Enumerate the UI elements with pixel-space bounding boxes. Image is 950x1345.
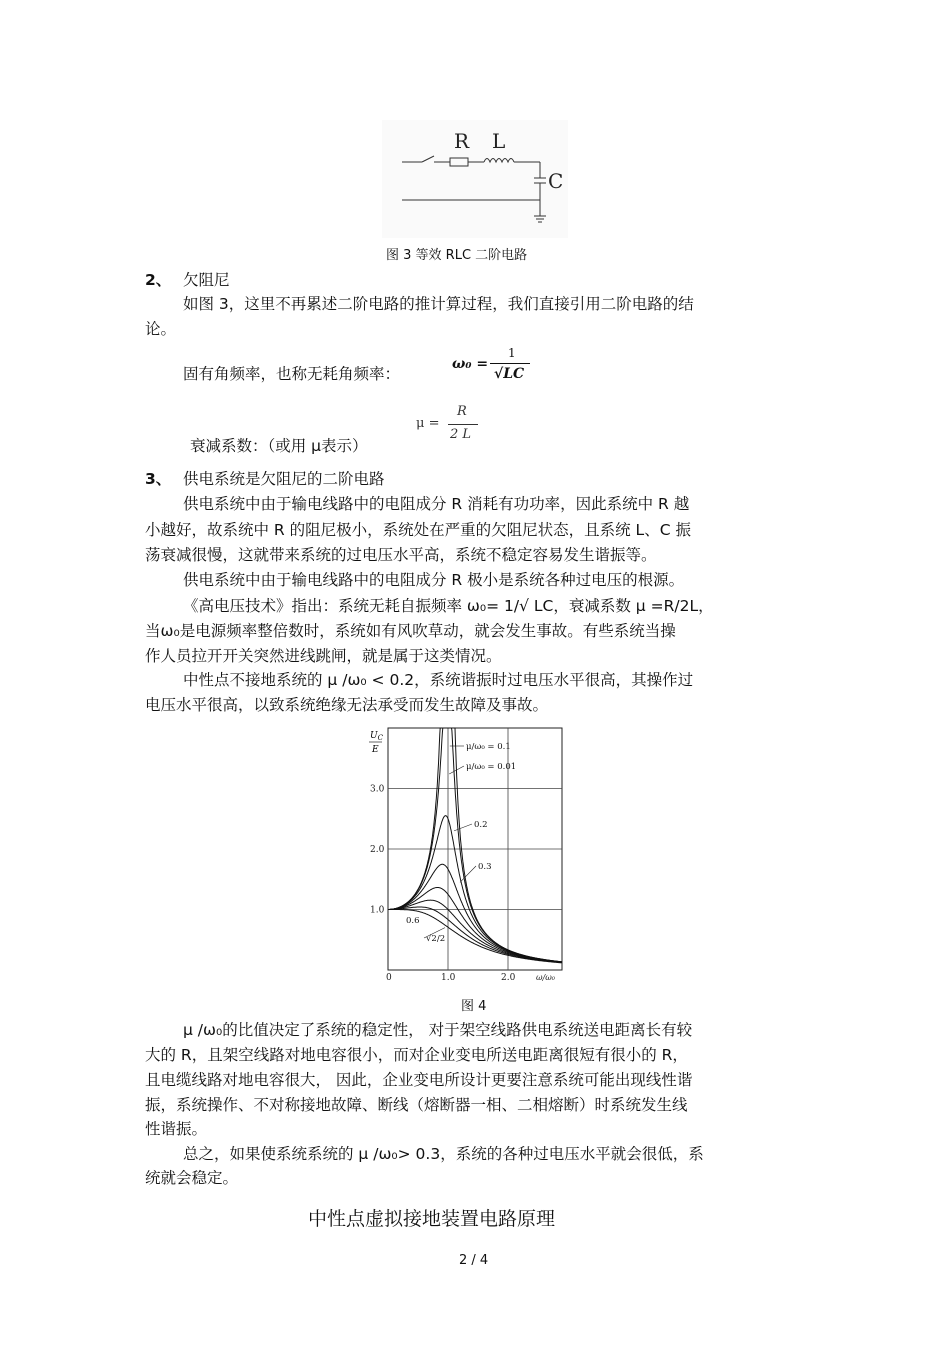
omega-formula-denominator: √LC (494, 366, 525, 382)
curve-0.3 (388, 864, 562, 962)
rlc-circuit-diagram (382, 120, 568, 238)
x-tick-label: 2.0 (501, 973, 516, 982)
x-tick-label: 0 (386, 973, 392, 982)
annotation-mu-0-1: μ/ω₀ = 0.1 (466, 742, 511, 752)
section-3-number: 3、 (145, 470, 172, 488)
paragraph-line: μ /ω₀的比值决定了系统的稳定性， 对于架空线路供电系统送电距离长有较 (183, 1021, 693, 1039)
section-3-line: 当ω₀是电源频率整倍数时，系统如有风吹草动，就会发生事故。有些系统当操 (145, 622, 676, 640)
y-axis-label-top: $U_C$ (370, 731, 383, 742)
page-number: 2 / 4 (459, 1253, 489, 1268)
x-tick-label: 1.0 (441, 973, 456, 982)
mu-formula-numerator: R (457, 404, 467, 419)
annotation-0-6: 0.6 (406, 916, 420, 926)
section-3-title: 供电系统是欠阻尼的二阶电路 (183, 470, 385, 488)
label-c: C (548, 169, 564, 193)
y-tick-label: 2.0 (370, 845, 385, 855)
annotation-sqrt2-2: √2/2 (426, 934, 446, 944)
paragraph-line: 且电缆线路对地电容很大， 因此，企业变电所设计更要注意系统可能出现线性谐 (145, 1071, 693, 1089)
annotation-0-2-leader (454, 824, 472, 831)
resonance-chart (360, 722, 570, 982)
paragraph-line: 统就会稳定。 (145, 1169, 239, 1187)
section-3-line: 供电系统中由于输电线路中的电阻成分 R 极小是系统各种过电压的根源。 (183, 571, 685, 589)
omega-formula-numerator: 1 (508, 346, 516, 360)
inductor-symbol (484, 159, 514, 163)
natural-frequency-label: 固有角频率，也称无耗角频率： (183, 365, 401, 383)
section-heading: 中性点虚拟接地装置电路原理 (308, 1208, 556, 1230)
mu-formula-denominator: 2 L (450, 427, 472, 442)
fraction-bar (490, 363, 530, 364)
section-3-line: 荡衰减很慢，这就带来系统的过电压水平高，系统不稳定容易发生谐振等。 (145, 546, 657, 564)
x-axis-label: ω/ω₀ (536, 973, 555, 982)
fraction-bar (448, 424, 478, 425)
figure-4-caption: 图 4 (461, 999, 487, 1014)
annotation-mu-0-01: μ/ω₀ = 0.01 (466, 762, 517, 772)
figure-3 (382, 120, 568, 238)
annotation-0-3: 0.3 (478, 862, 492, 872)
paragraph-line: 总之，如果使系统系统的 μ /ω₀> 0.3，系统的各种过电压水平就会很低，系 (183, 1145, 704, 1163)
paragraph-line: 振，系统操作、不对称接地故障、断线（熔断器一相、二相熔断）时系统发生线 (145, 1096, 688, 1114)
y-tick-label: 3.0 (370, 784, 385, 795)
annotation-0-2: 0.2 (474, 820, 488, 830)
mu-formula-lhs: μ = (416, 416, 440, 431)
omega-formula-lhs: ω₀ = (452, 356, 489, 372)
section-3-line: 作人员拉开开关突然进线跳闸，就是属于这类情况。 (145, 647, 502, 665)
section-3-line: 中性点不接地系统的 μ /ω₀ < 0.2，系统谐振时过电压水平很高，其操作过 (183, 671, 694, 689)
figure-4 (360, 722, 570, 982)
y-tick-label: 1.0 (370, 905, 385, 916)
label-r: R (454, 129, 470, 153)
section-3-line: 小越好，故系统中 R 的阻尼极小，系统处在严重的欠阻尼状态，且系统 L、C 振 (145, 521, 691, 539)
y-axis-label-bottom: E (372, 745, 379, 755)
label-l: L (492, 129, 506, 153)
curve-0.2 (388, 816, 562, 962)
switch-symbol (422, 156, 434, 162)
section-2-title: 欠阻尼 (183, 271, 230, 289)
resistor-symbol (450, 158, 468, 166)
chart-ticks (370, 785, 556, 983)
section-2-para-line1: 如图 3，这里不再累述二阶电路的推计算过程，我们直接引用二阶电路的结 (183, 295, 694, 313)
paragraph-line: 大的 R，且架空线路对地电容很小，而对企业变电所送电距离很短有很小的 R， (145, 1046, 688, 1064)
figure-3-caption: 图 3 等效 RLC 二阶电路 (386, 248, 528, 263)
section-3-line: 电压水平很高，以致系统绝缘无法承受而发生故障及事故。 (145, 696, 549, 714)
section-2-para-line2: 论。 (145, 320, 177, 338)
damping-label: 衰减系数：（或用 μ表示） (190, 437, 368, 455)
section-3-line: 供电系统中由于输电线路中的电阻成分 R 消耗有功功率，因此系统中 R 越 (183, 495, 690, 513)
section-3-line: 《高电压技术》指出：系统无耗自振频率 ω₀= 1/√ LC，衰减系数 μ =R/2L， (183, 597, 714, 615)
section-2-number: 2、 (145, 271, 172, 289)
paragraph-line: 性谐振。 (145, 1120, 208, 1138)
